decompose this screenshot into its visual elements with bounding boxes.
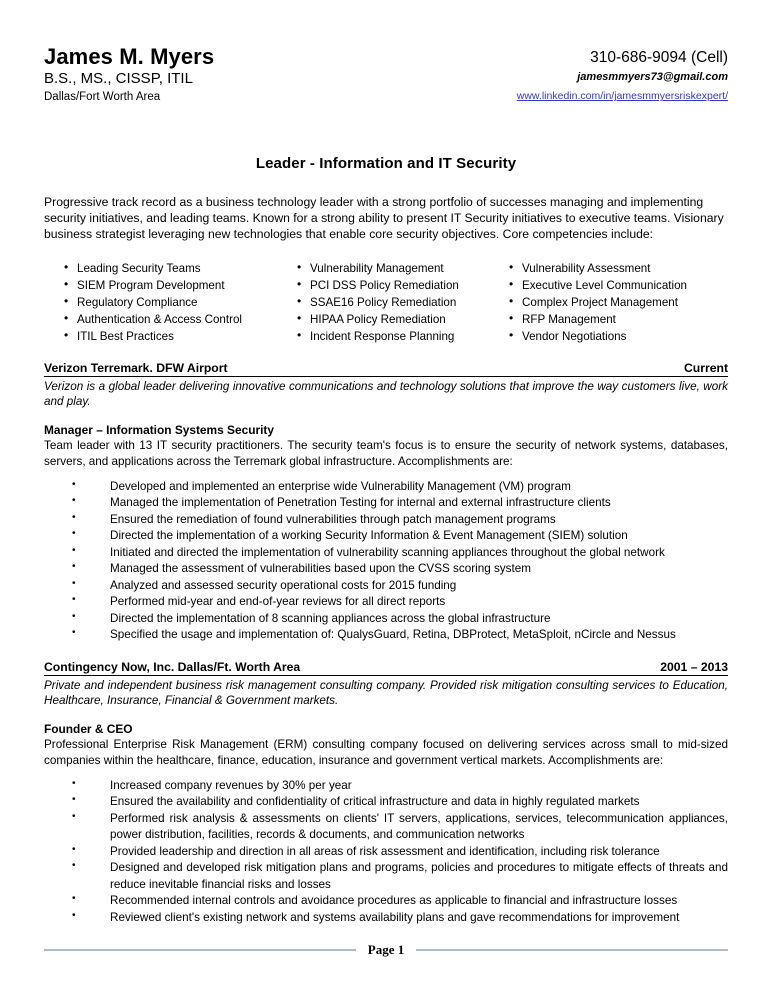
role-description: Team leader with 13 IT security practitioners. The security team's focus is to ensure the security of network systems, databases, servers, and applications across the Terremark global infrastructure. Accomplishments are: bbox=[44, 438, 728, 468]
footer-rule-right bbox=[416, 949, 728, 951]
footer-rule-left bbox=[44, 949, 356, 951]
accomplishment-item: • Performed risk analysis & assessments on clients' IT servers, applications, services, telecommunication appliances, power distribution, facilities, records & documents, and communication networks bbox=[72, 811, 728, 844]
resume-header bbox=[44, 44, 728, 105]
employer-description: Private and independent business risk management consulting company. Provided risk mitigation consulting services to Education, Healthcare, Insurance, Financial & Government markets. bbox=[44, 678, 728, 708]
competency-item: • RFP Management bbox=[509, 311, 687, 328]
competency-item: • ITIL Best Practices bbox=[64, 328, 297, 345]
accomplishment-item: • Directed the implementation of a working Security Information & Event Management (SIEM) solution bbox=[72, 528, 728, 545]
employer-header bbox=[44, 660, 728, 676]
competency-item: • SSAE16 Policy Remediation bbox=[297, 294, 509, 311]
accomplishment-item: • Directed the implementation of 8 scanning appliances across the global infrastructure bbox=[72, 611, 728, 628]
employer-dates: Current bbox=[683, 360, 728, 375]
competency-item: • Authentication & Access Control bbox=[64, 311, 297, 328]
competency-item: • Regulatory Compliance bbox=[64, 294, 297, 311]
competency-column-2 bbox=[297, 260, 509, 345]
accomplishment-item: • Developed and implemented an enterprise wide Vulnerability Management (VM) program bbox=[72, 479, 728, 496]
accomplishment-item: • Provided leadership and direction in all areas of risk assessment and identification, including risk tolerance bbox=[72, 844, 728, 861]
page-number: Page 1 bbox=[367, 942, 405, 957]
competency-item: • Vulnerability Assessment bbox=[509, 260, 687, 277]
competency-item: • Executive Level Communication bbox=[509, 277, 687, 294]
competency-item: • SIEM Program Development bbox=[64, 277, 297, 294]
candidate-credentials: B.S., MS., CISSP, ITIL bbox=[44, 70, 193, 88]
employer-description: Verizon is a global leader delivering innovative communications and technology solutions that improve the way customers live, work and play. bbox=[44, 379, 728, 409]
accomplishment-item: • Initiated and directed the implementation of vulnerability scanning appliances throughout the global network bbox=[72, 545, 728, 562]
competency-column-3 bbox=[509, 260, 687, 345]
accomplishment-item: • Ensured the remediation of found vulnerabilities through patch management programs bbox=[72, 512, 728, 529]
header-contact-block bbox=[517, 44, 728, 104]
competency-item: • Vendor Negotiations bbox=[509, 328, 687, 345]
accomplishment-item: • Performed mid-year and end-of-year reviews for all direct reports bbox=[72, 594, 728, 611]
page-footer bbox=[44, 942, 728, 958]
role-description: Professional Enterprise Risk Management (ERM) consulting company focused on delivering services across small to mid-sized companies within the healthcare, finance, education, insurance and government vertical markets. Accomplishments are: bbox=[44, 737, 728, 767]
accomplishment-item: • Ensured the availability and confidentiality of critical infrastructure and data in highly regulated markets bbox=[72, 794, 728, 811]
candidate-location: Dallas/Fort Worth Area bbox=[44, 91, 161, 104]
linkedin-profile-link[interactable]: www.linkedin.com/in/jamesmmyersriskexpert/ bbox=[516, 90, 728, 103]
competency-item: • HIPAA Policy Remediation bbox=[297, 311, 509, 328]
employer-dates: 2001 – 2013 bbox=[660, 659, 728, 674]
accomplishment-item: • Specified the usage and implementation of: QualysGuard, Retina, DBProtect, MetaSploit, nCircle and Nessus bbox=[72, 627, 728, 644]
competency-column-1 bbox=[64, 260, 297, 345]
resume-headline: Leader - Information and IT Security bbox=[255, 154, 517, 172]
candidate-name: James M. Myers bbox=[44, 44, 215, 69]
competency-item: • Leading Security Teams bbox=[64, 260, 297, 277]
experience-entry bbox=[44, 361, 728, 644]
employer-name: Verizon Terremark. DFW Airport bbox=[44, 360, 228, 375]
role-title: Founder & CEO bbox=[44, 721, 133, 736]
accomplishment-item: • Analyzed and assessed security operational costs for 2015 funding bbox=[72, 578, 728, 595]
contact-email: jamesmmyers73@gmail.com bbox=[577, 71, 728, 84]
accomplishment-list bbox=[44, 778, 728, 927]
role-title: Manager – Information Systems Security bbox=[44, 422, 274, 437]
accomplishment-item: • Increased company revenues by 30% per year bbox=[72, 778, 728, 795]
professional-summary: Progressive track record as a business technology leader with a strong portfolio of successes managing and implementing security initiatives, and leading teams. Known for a strong ability to present IT Security initiatives to executive teams. Visionary business strategist leveraging new technologies that enable core security objectives. Core competencies include: bbox=[44, 194, 724, 242]
employer-header bbox=[44, 361, 728, 377]
accomplishment-item: • Designed and developed risk mitigation plans and programs, policies and procedures to mitigate effects of threats and reduce inevitable financial risks and losses bbox=[72, 860, 728, 893]
competency-item: • Complex Project Management bbox=[509, 294, 687, 311]
accomplishment-item: • Recommended internal controls and avoidance procedures as applicable to financial and infrastructure losses bbox=[72, 893, 728, 910]
accomplishment-item: • Reviewed client's existing network and systems availability plans and gave recommendations for improvement bbox=[72, 910, 728, 927]
employer-name: Contingency Now, Inc. Dallas/Ft. Worth Area bbox=[44, 659, 301, 674]
competency-item: • Incident Response Planning bbox=[297, 328, 509, 345]
accomplishment-item: • Managed the implementation of Penetration Testing for internal and external infrastructure clients bbox=[72, 495, 728, 512]
competency-item: • PCI DSS Policy Remediation bbox=[297, 277, 509, 294]
accomplishment-item: • Managed the assessment of vulnerabilities based upon the CVSS scoring system bbox=[72, 561, 728, 578]
competency-item: • Vulnerability Management bbox=[297, 260, 509, 277]
contact-phone: 310-686-9094 (Cell) bbox=[590, 49, 728, 66]
header-identity-block bbox=[44, 44, 214, 105]
core-competencies bbox=[44, 260, 728, 345]
experience-entry bbox=[44, 660, 728, 926]
accomplishment-list bbox=[44, 479, 728, 644]
